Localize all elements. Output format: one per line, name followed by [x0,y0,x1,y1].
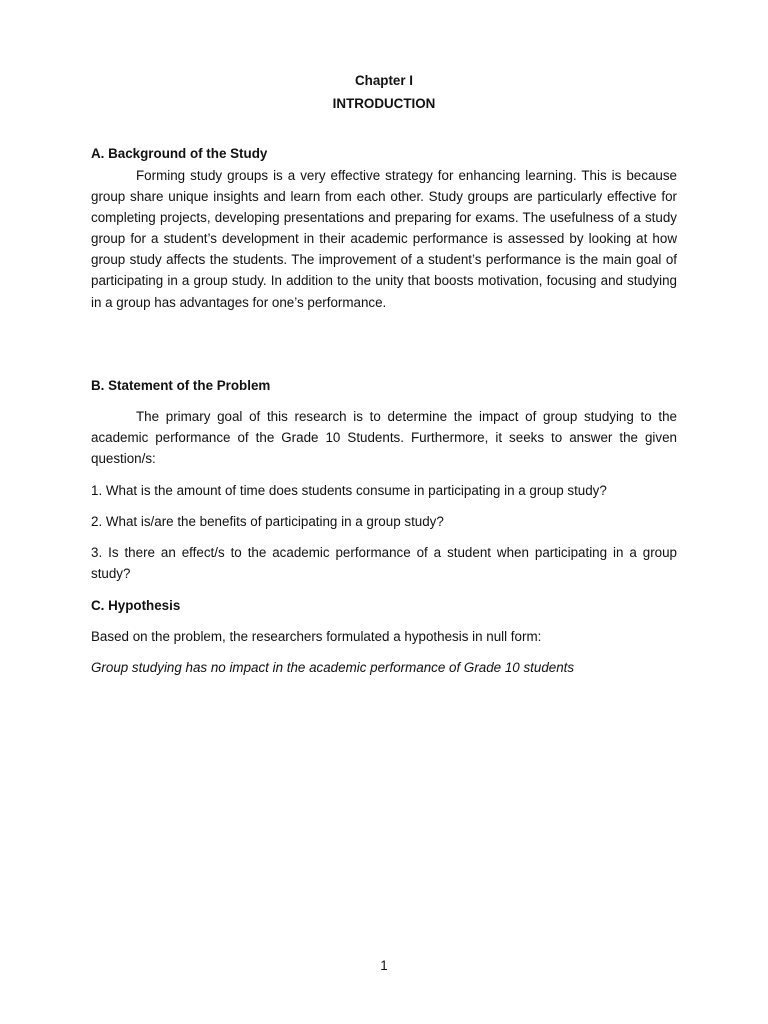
problem-intro-paragraph: The primary goal of this research is to determine the impact of group studying to the academic performance of the Grade 10 Students. Furthermore, it seeks to answer the given question/s: [91,409,677,467]
question-3: 3. Is there an effect/s to the academic performance of a student when participating in a group study? [91,545,677,582]
hypothesis-statement: Group studying has no impact in the academic performance of Grade 10 students [91,660,575,675]
hypothesis-intro: Based on the problem, the researchers formulated a hypothesis in null form: [91,629,542,644]
chapter-title: INTRODUCTION [332,96,436,111]
hypothesis-heading: C. Hypothesis [91,598,181,613]
chapter-label: Chapter I [354,73,414,88]
background-paragraph: Forming study groups is a very effective strategy for enhancing learning. This is because group share unique insights and learn from each other. Study groups are particularly effective for completing projects, developing presentations and preparing for exams. The usefulness of a study group for a student’s development in their academic performance is assessed by looking at how group study affects the students. The improvement of a student’s performance is the main goal of participating in a group study. In addition to the unity that boosts motivation, focusing and studying in a group has advantages for one’s performance. [91,168,677,310]
problem-heading: B. Statement of the Problem [91,378,271,393]
question-1: 1. What is the amount of time does students consume in participating in a group study? [91,483,607,498]
page-number: 1 [380,958,388,973]
background-heading: A. Background of the Study [91,146,268,161]
question-2: 2. What is/are the benefits of participating in a group study? [91,514,444,529]
